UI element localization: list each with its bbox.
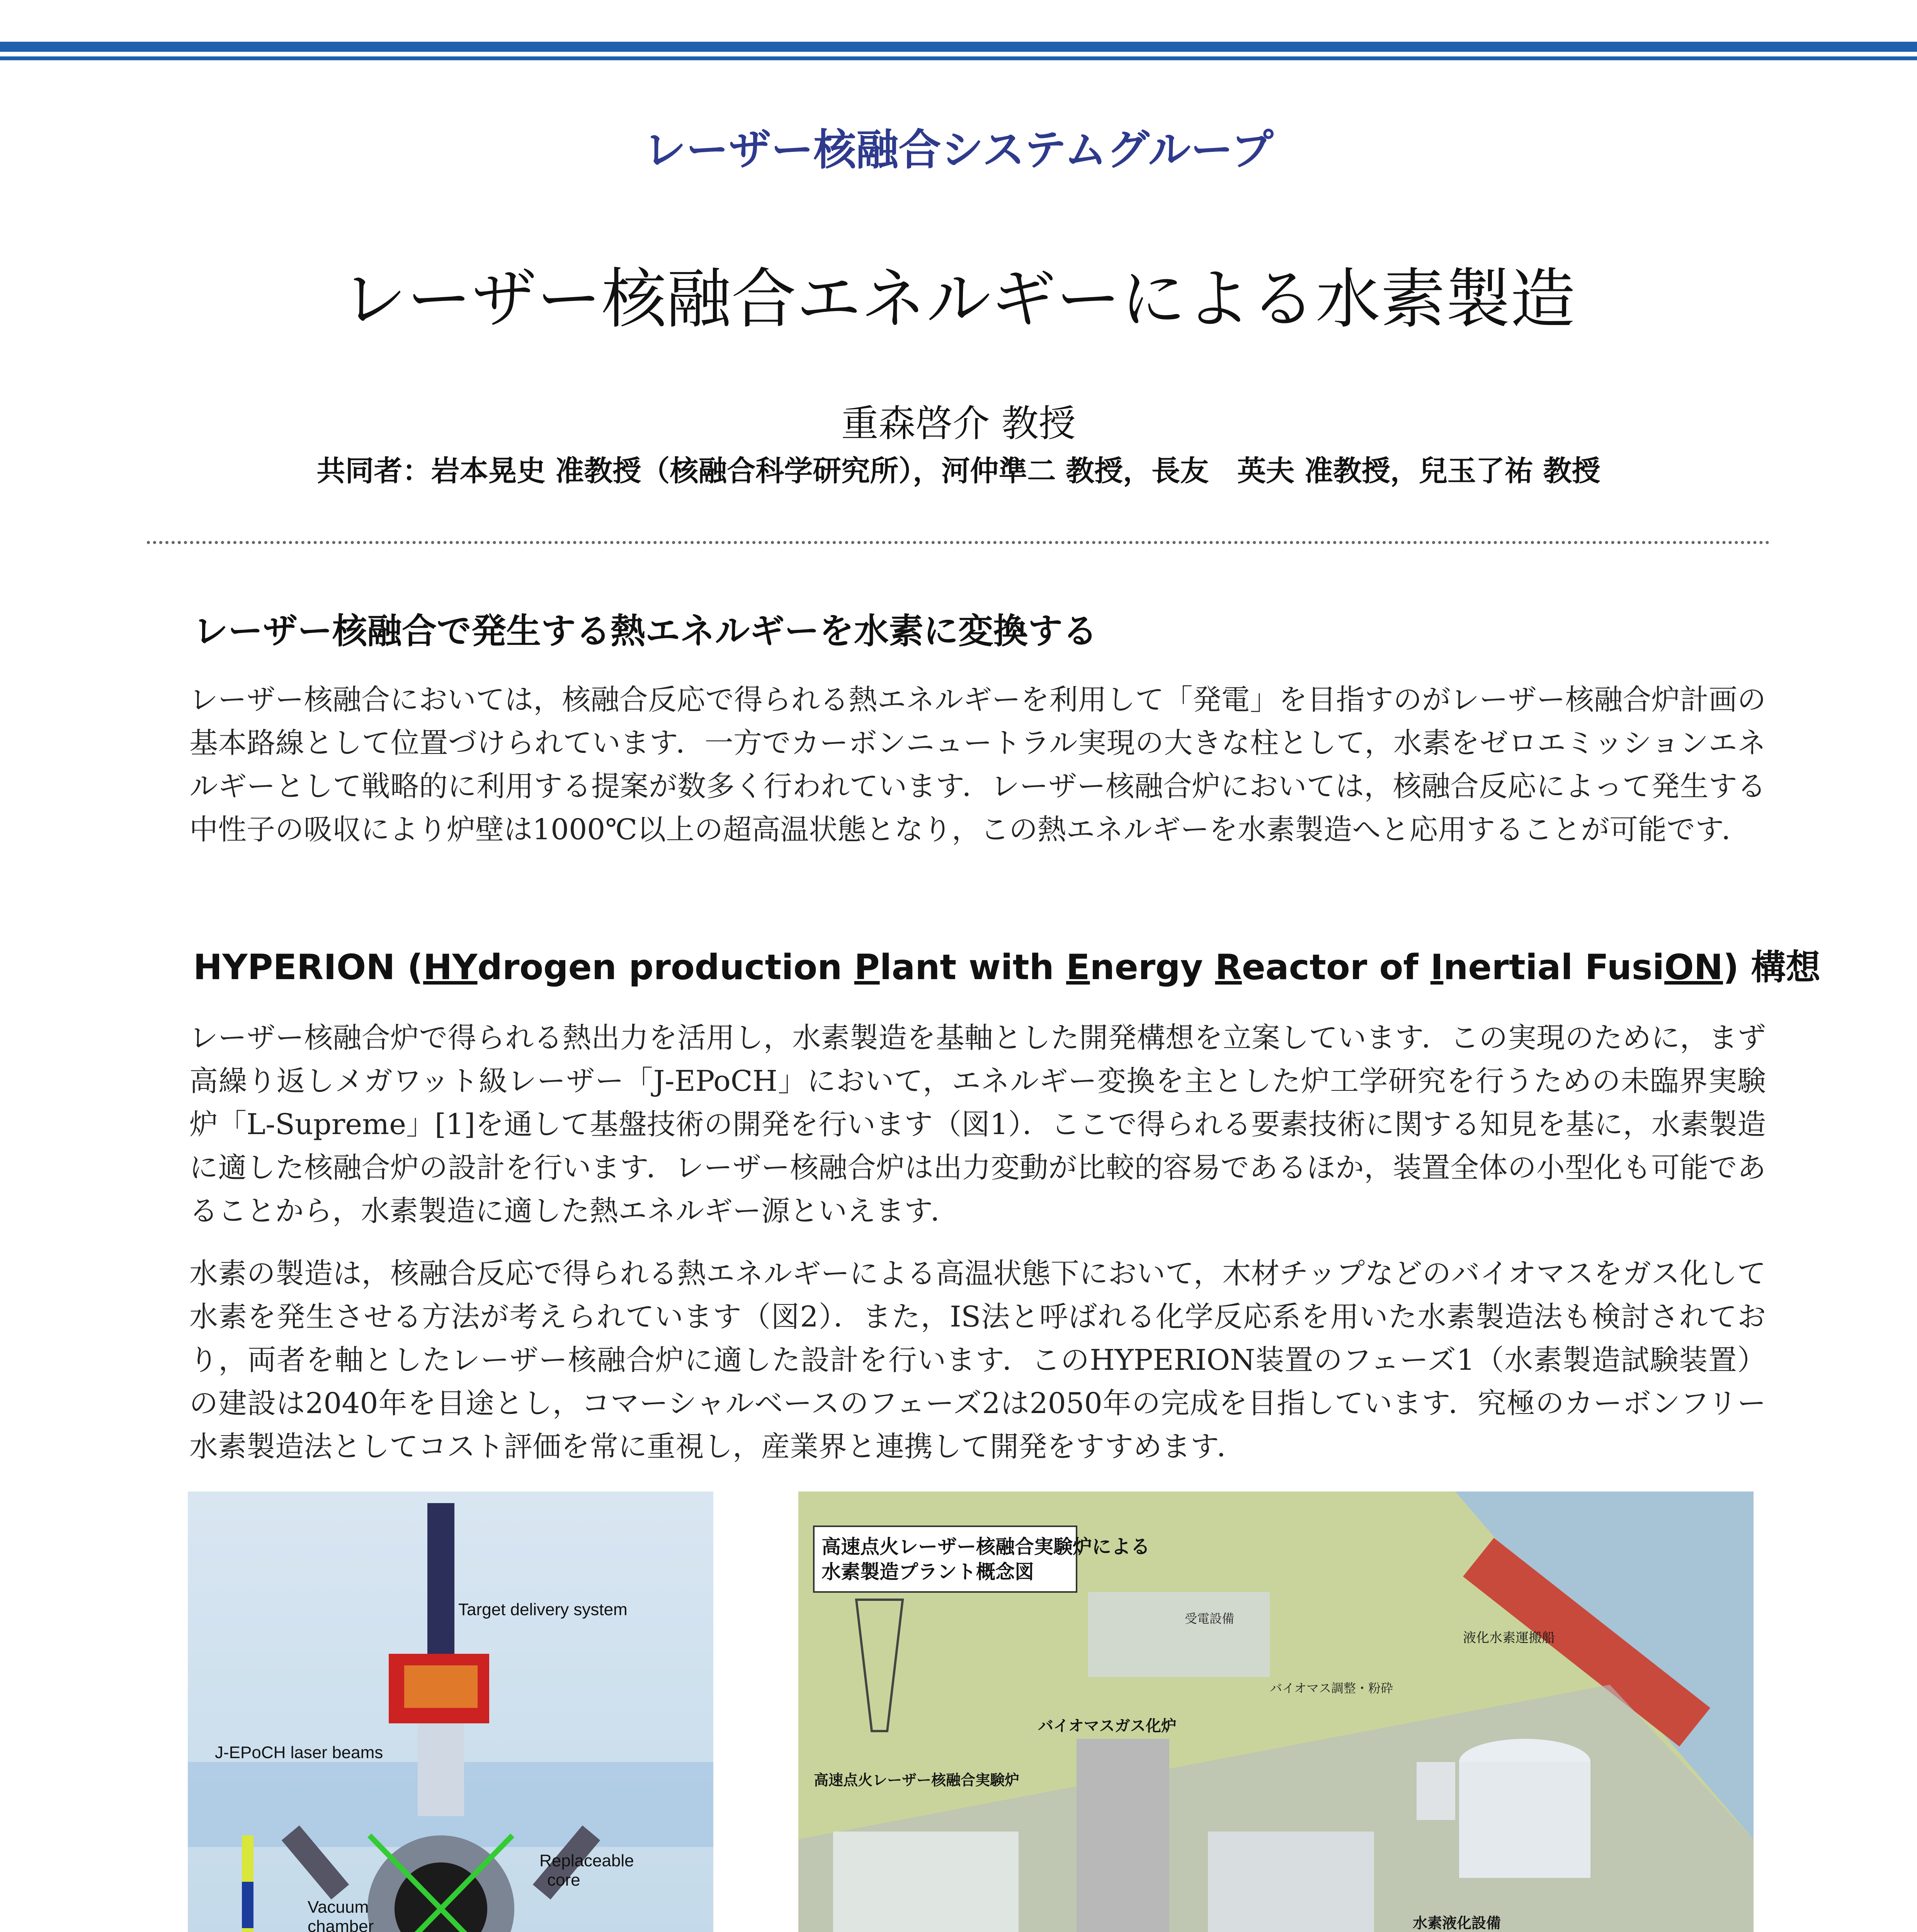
fig2-label-biomass-prep: バイオマス調整・粉砕 bbox=[1270, 1681, 1393, 1696]
section1-body: レーザー核融合においては，核融合反応で得られる熱エネルギーを利用して「発電」を目指すのがレーザー核融合炉計画の基本路線として位置づけられています．一方でカーボンニュートラル実現の大きな柱として，水素をゼロエミッションエネルギーとして戦略的に利用する提案が数多く行われています．レーザー核融合炉においては，核融合反応によって発生する中性子の吸収により炉壁は1000℃以上の超高温状態となり，この熱エネルギーを水素製造へと応用することが可能です． bbox=[189, 683, 1766, 846]
figure2-image bbox=[798, 1492, 1754, 1932]
label-laser-beams: J-EPoCH laser beams bbox=[215, 1743, 383, 1762]
section2-body-2: 水素の製造は，核融合反応で得られる熱エネルギーによる高温状態下において，木材チップなどのバイオマスをガス化して水素を発生させる方法が考えられています（図2）．また，IS法と呼ばれる化学反応系を用いた水素製造法も検討されており，両者を軸としたレーザー核融合炉に適した設計を行います．このHYPERION装置のフェーズ1（水素製造試験装置）の建設は2040年を目途とし，コマーシャルベースのフェーズ2は2050年の完成を目指しています．究極のカーボンフリー水素製造法としてコスト評価を常に重視し，産業界と連携して開発をすすめます． bbox=[189, 1257, 1766, 1463]
label-replaceable: Replaceable bbox=[539, 1851, 634, 1870]
label-vacuum: Vacuum bbox=[308, 1898, 369, 1917]
label-chamber: chamber bbox=[308, 1917, 374, 1932]
section1-heading: レーザー核融合で発生する熱エネルギーを水素に変換する bbox=[193, 611, 1097, 651]
fig2-label-ship: 液化水素運搬船 bbox=[1463, 1630, 1555, 1646]
fig2-label-substation: 受電設備 bbox=[1185, 1611, 1235, 1626]
section2-body-1: レーザー核融合炉で得られる熱出力を活用し，水素製造を基軸とした開発構想を立案しています．この実現のために，まず高繰り返しメガワット級レーザー「J-EPoCH」において，エネルギー変換を主とした炉工学研究を行うための未臨界実験炉「L-Supreme」[1]を通して基盤技術の開発を行います（図1）．ここで得られる要素技術に関する知見を基に，水素製造に適した核融合炉の設計を行います．レーザー核融合炉は出力変動が比較的容易であるほか，装置全体の小型化も可能であることから，水素製造に適した熱エネルギー源といえます． bbox=[189, 1021, 1766, 1228]
label-core: core bbox=[547, 1871, 580, 1889]
section2-heading: HYPERION (HYdrogen production Plant with Energy Reactor of Inertial FusiON) 構想 bbox=[193, 947, 1821, 988]
fig2-title-line1: 高速点火レーザー核融合実験炉による bbox=[822, 1536, 1150, 1558]
reactor-diagram bbox=[188, 1503, 713, 1932]
top-rule-thick bbox=[0, 42, 1917, 52]
label-target-top: Target delivery system bbox=[458, 1600, 628, 1619]
dotted-divider bbox=[147, 541, 1770, 544]
figure1-image bbox=[188, 1492, 713, 1932]
fig2-label-gasifier: バイオマスガス化炉 bbox=[1038, 1717, 1177, 1735]
fig2-title-line2: 水素製造プラント概念図 bbox=[822, 1561, 1034, 1583]
page-title: レーザー核融合エネルギーによる水素製造 bbox=[342, 261, 1575, 337]
fig2-label-reactor: 高速点火レーザー核融合実験炉 bbox=[814, 1772, 1020, 1789]
fig2-label-liquefaction: 水素液化設備 bbox=[1413, 1915, 1501, 1932]
coauthors: 共同者：岩本晃史 准教授（核融合科学研究所），河仲準二 教授，長友 英夫 准教授，兒玉了祐 教授 bbox=[316, 454, 1601, 488]
author: 重森啓介 教授 bbox=[841, 402, 1076, 445]
group-name: レーザー核融合システムグループ bbox=[643, 125, 1274, 175]
top-rule-thin bbox=[0, 56, 1917, 60]
